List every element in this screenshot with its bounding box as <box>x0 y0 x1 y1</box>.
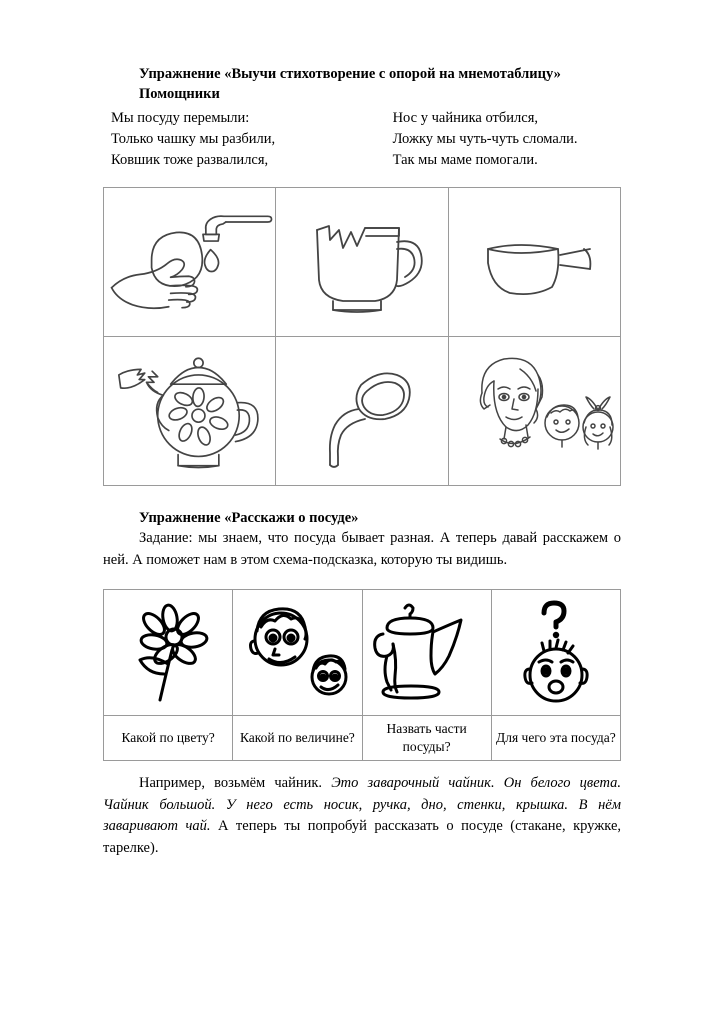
document-content <box>103 64 621 859</box>
scheme-caption-color: Какой по цвету? <box>104 716 233 761</box>
table-row <box>104 188 621 337</box>
example-part2: Это заварочный чайник. Он белого цвета. Чайник большой. У него есть носик, ручка, дно, стенки, крышка. В нём заваривают чай. <box>103 775 621 834</box>
pot-with-broken-handle-icon <box>449 188 620 336</box>
mnemonic-cell-2 <box>276 188 448 337</box>
exercise2-heading: Упражнение «Расскажи о посуде» <box>139 510 359 526</box>
bent-spoon-icon <box>276 337 447 485</box>
hand-washing-plate-under-faucet-icon <box>104 188 275 336</box>
poem-line: Нос у чайника отбился, <box>392 110 538 126</box>
scheme-caption-parts: Назвать части посуды? <box>362 716 491 761</box>
poem-line: Так мы маме помогали. <box>392 152 538 168</box>
exercise2-task: Задание: мы знаем, что посуда бывает разная. А теперь давай расскажем о ней. А поможет нам в этом схема-подсказка, которую ты видишь. <box>103 530 621 568</box>
scheme-table <box>103 589 621 761</box>
poem-block <box>103 108 621 171</box>
big-and-small-faces-icon <box>233 590 361 715</box>
mnemonic-cell-6 <box>448 337 620 486</box>
mnemonic-cell-4 <box>104 337 276 486</box>
mother-with-children-icon <box>449 337 620 485</box>
poem-column-right <box>393 108 621 171</box>
scheme-cell-parts <box>362 590 491 716</box>
poem-line: Ложку мы чуть-чуть сломали. <box>392 131 578 147</box>
teapot-parts-icon <box>363 590 491 715</box>
mnemonic-cell-5 <box>276 337 448 486</box>
scheme-caption-size: Какой по величине? <box>233 716 362 761</box>
daisy-flower-icon <box>104 590 232 715</box>
example-part3: А теперь ты попробуй рассказать о посуде (стакане, кружке, тарелке). <box>103 818 621 856</box>
scheme-cell-size <box>233 590 362 716</box>
question-face-icon <box>492 590 620 715</box>
poem-column-left <box>103 108 393 171</box>
exercise2-example <box>103 773 621 859</box>
table-row <box>104 716 621 761</box>
teapot-with-broken-spout-icon <box>104 337 275 485</box>
spacer <box>103 486 621 508</box>
exercise1-heading: Упражнение «Выучи стихотворение с опорой на мнемотаблицу» <box>139 66 561 82</box>
table-row <box>104 337 621 486</box>
broken-cup-icon <box>276 188 447 336</box>
scheme-caption-purpose: Для чего эта посуда? <box>491 716 620 761</box>
mnemonic-cell-3 <box>448 188 620 337</box>
scheme-cell-color <box>104 590 233 716</box>
example-part1: Например, возьмём чайник. <box>139 775 323 791</box>
mnemonic-cell-1 <box>104 188 276 337</box>
spacer <box>103 761 621 773</box>
mnemonic-table <box>103 187 621 486</box>
poem-line: Ковшик тоже развалился, <box>111 152 269 168</box>
exercise1-subheading: Помощники <box>139 86 220 102</box>
poem-line: Мы посуду перемыли: <box>111 110 250 126</box>
scheme-cell-purpose <box>491 590 620 716</box>
poem-line: Только чашку мы разбили, <box>111 131 276 147</box>
table-row <box>104 590 621 716</box>
